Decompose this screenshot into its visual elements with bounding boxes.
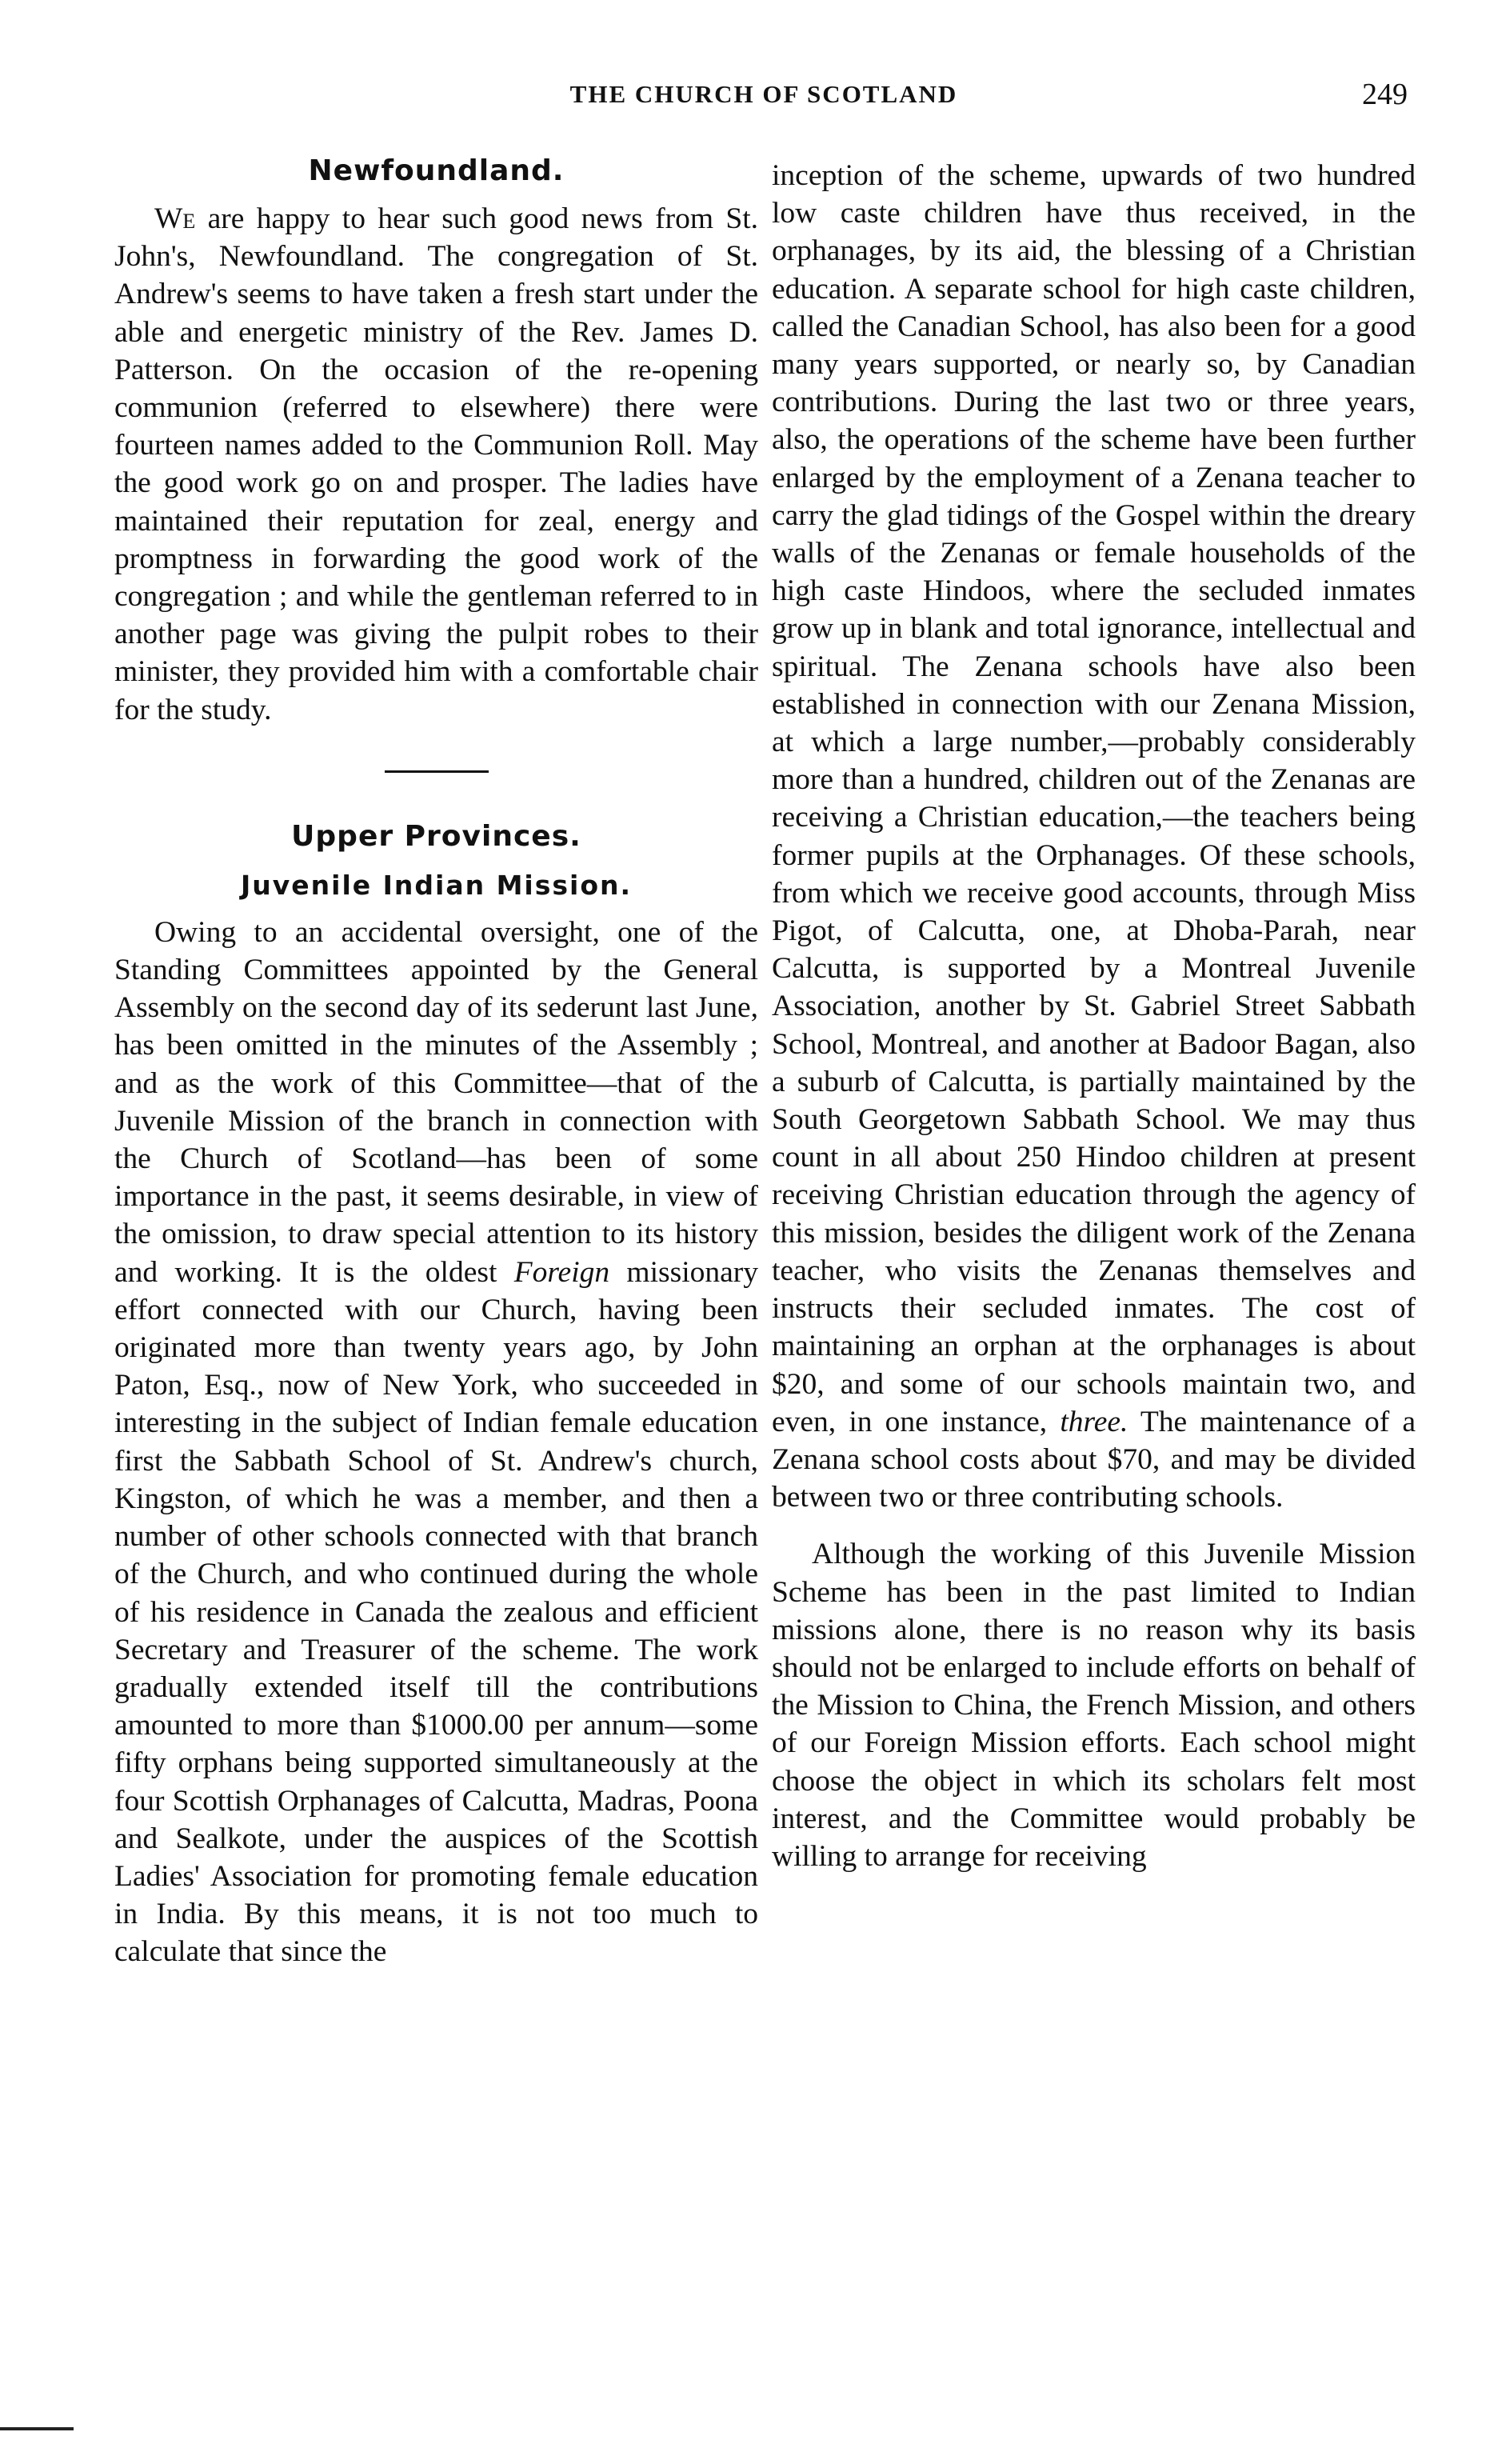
juvenile-text-part-1: Owing to an accidental oversight, one of the Standing Committees appointed by the General Assembly on the second day of its sederunt last June, has been omitted in the minutes of the Assembly ; and as the work of this Committee—that of the Juvenile Mission of the branch in connection with the Church of Scotland—has been of some importance in the past, it seems desirable, in view of the omission, to draw special attention to its history and working. It is the oldest: [114, 915, 758, 1289]
newfoundland-body-text: are happy to hear such good news from St. John's, Newfoundland. The congregation of St. Andrew's seems to have taken a fresh start under the able and energetic ministry of the Rev. James D. Patterson. On the occasion of the re-opening communion (referred to elsewhere) there were fourteen names added to the Communion Roll. May the good work go on and prosper. The ladies have maintained their reputation for zeal, energy and promptness in forwarding the good work of the congregation ; and while the gentleman referred to in another page was giving the pulpit robes to their minister, they provided him with a comfortable chair for the study.: [114, 202, 758, 726]
running-header: [112, 78, 1416, 118]
juvenile-text-part-2: missionary effort connected with our Church, having been originated more than twenty years ago, by John Paton, Esq., now of New York, who succeeded in interesting in the subject of Indian female education first the Sabbath School of St. Andrew's church, Kingston, of which he was a member, and then a number of other schools connected with that branch of the Church, and who continued during the whole of his residence in Canada the zealous and efficient Secretary and Treasurer of the scheme. The work gradually extended itself till the contributions amounted to more than $1000.00 per annum—some fifty orphans being supported simultaneously at the four Scottish Orphanages of Calcutta, Madras, Poona and Sealkote, under the auspices of the Scottish Ladies' Association for promoting female education in India. By this means, it is not too much to calculate that since the: [114, 1255, 758, 1969]
right-column: [772, 157, 1416, 1875]
juvenile-mission-paragraph: [114, 914, 758, 1971]
section-divider: [385, 770, 489, 773]
continuation-text-part-2: The maintenance of a Zenana school costs about $70, and may be divided between two or three contributing schools.: [772, 1405, 1416, 1514]
page-number: 249: [1362, 78, 1408, 111]
section-heading-upper-provinces: Upper Provinces.: [291, 819, 581, 853]
continuation-text-part-1: inception of the scheme, upwards of two hundred low caste children have thus received, in the orphanages, by its aid, the blessing of a Christian education. A separate school for high caste children, called the Canadian School, has also been for a good many years supported, or nearly so, by Canadian contributions. During the last two or three years, also, the operations of the scheme have been further enlarged by the employment of a Zenana teacher to carry the glad tidings of the Gospel within the dreary walls of the Zenanas or female households of the high caste Hindoos, where the secluded inmates grow up in blank and total ignorance, intellectual and spiritual. The Zenana schools have also been established in connection with our Zenana Mission, at which a large number,—probably considerably more than a hundred, children out of the Zenanas are receiving a Christian education,—the teachers being former pupils at the Orphanages. Of these schools, from which we receive good accounts, through Miss Pigot, of Calcutta, one, at Dhoba-Parah, near Calcutta, is supported by a Montreal Juvenile Association, another by St. Gabriel Street Sabbath School, Montreal, and another at Badoor Bagan, also a suburb of Calcutta, is partially maintained by the South Georgetown Sabbath School. We may thus count in all about 250 Hindoo children at present receiving Christian education through the agency of this mission, besides the diligent work of the Zenana teacher, who visits the Zenanas themselves and instructs their secluded inmates. The cost of maintaining an orphan at the orphanages is about $20, and some of our schools maintain two, and even, in one instance,: [772, 159, 1416, 1438]
newfoundland-paragraph: [114, 200, 758, 729]
section-heading-newfoundland: Newfoundland.: [308, 154, 565, 187]
newfoundland-opening-word: We: [154, 202, 196, 235]
italic-three: three.: [1060, 1405, 1128, 1438]
continuation-paragraph: [772, 157, 1416, 1516]
left-column: [114, 154, 758, 1971]
page-edge-mark: [0, 2427, 74, 2430]
expansion-paragraph: Although the working of this Juvenile Mission Scheme has been in the past limited to Indian missions alone, there is no reason why its basis should not be enlarged to include efforts on behalf of the Mission to China, the French Mission, and others of our Foreign Mission efforts. Each school might choose the object in which its scholars felt most interest, and the Committee would probably be willing to arrange for receiving: [772, 1538, 1416, 1873]
running-title: THE CHURCH OF SCOTLAND: [569, 80, 958, 108]
subheading-juvenile-indian-mission: Juvenile Indian Mission.: [240, 869, 633, 901]
italic-foreign: Foreign: [513, 1255, 610, 1289]
